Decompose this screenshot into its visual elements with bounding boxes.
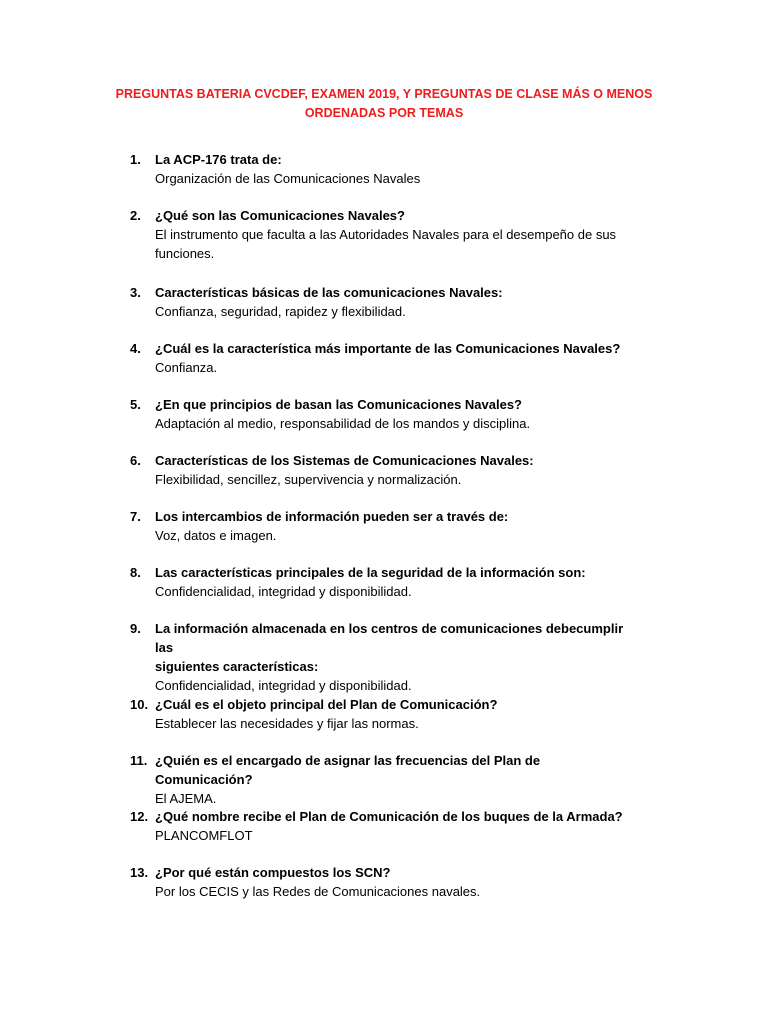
item-body [155,563,625,601]
answer-text: Confidencialidad, integridad y disponibilidad. [155,678,412,693]
document-title [0,85,768,123]
answer-text: Confidencialidad, integridad y disponibilidad. [155,584,412,599]
question-text: ¿Qué son las Comunicaciones Navales? [155,208,405,223]
item-number: 7. [130,509,141,524]
item-number: 5. [130,397,141,412]
item-number: 3. [130,285,141,300]
item-number: 12. [130,809,149,824]
answer-text: Flexibilidad, sencillez, supervivencia y normalización. [155,472,462,487]
item-body [155,206,625,263]
question-text: Características básicas de las comunicaciones Navales: [155,285,503,300]
answer-text: El instrumento que faculta a las Autoridades Navales para el desempeño de sus [155,227,617,242]
answer-text: Confianza, seguridad, rapidez y flexibilidad. [155,304,406,319]
item-number: 4. [130,341,141,356]
question-text: siguientes características: [155,659,319,674]
item-body [155,283,625,321]
item-number: 10. [130,697,149,712]
item-body [155,395,625,433]
answer-text: PLANCOMFLOT [155,828,253,843]
item-body [155,695,625,733]
item-number: 9. [130,621,141,636]
answer-text: Organización de las Comunicaciones Navales [155,171,421,186]
item-number: 8. [130,565,141,580]
answer-text: Establecer las necesidades y fijar las normas. [155,716,419,731]
item-number: 11. [130,753,148,768]
question-text: La información almacenada en los centros de comunicaciones debecumplir las [155,621,624,655]
question-text: Los intercambios de información pueden ser a través de: [155,509,509,524]
item-number: 2. [130,208,141,223]
question-text: ¿Quién es el encargado de asignar las frecuencias del Plan de Comunicación? [155,753,541,787]
item-number: 6. [130,453,141,468]
question-text: ¿Cuál es la característica más importante de las Comunicaciones Navales? [155,341,621,356]
answer-text: El AJEMA. [155,791,217,806]
item-number: 1. [130,152,141,167]
question-text: ¿En que principios de basan las Comunicaciones Navales? [155,397,522,412]
question-text: La ACP-176 trata de: [155,152,282,167]
question-text: ¿Por qué están compuestos los SCN? [155,865,391,880]
answer-text: Voz, datos e imagen. [155,528,277,543]
question-text: ¿Qué nombre recibe el Plan de Comunicación de los buques de la Armada? [155,809,623,824]
question-text: Características de los Sistemas de Comunicaciones Navales: [155,453,534,468]
item-body [155,507,625,545]
item-body [155,863,625,901]
item-body [155,451,625,489]
title-line-2: ORDENADAS POR TEMAS [304,106,464,120]
item-body [155,751,625,808]
answer-text: funciones. [155,246,215,261]
item-body [155,150,625,188]
question-text: ¿Cuál es el objeto principal del Plan de Comunicación? [155,697,498,712]
title-line-1: PREGUNTAS BATERIA CVCDEF, EXAMEN 2019, Y PREGUNTAS DE CLASE MÁS O MENOS [115,87,653,101]
item-body [155,339,625,377]
question-text: Las características principales de la seguridad de la información son: [155,565,586,580]
item-body [155,619,625,695]
answer-text: Confianza. [155,360,218,375]
answer-text: Adaptación al medio, responsabilidad de los mandos y disciplina. [155,416,531,431]
answer-text: Por los CECIS y las Redes de Comunicaciones navales. [155,884,481,899]
item-body [155,807,625,845]
item-number: 13. [130,865,149,880]
